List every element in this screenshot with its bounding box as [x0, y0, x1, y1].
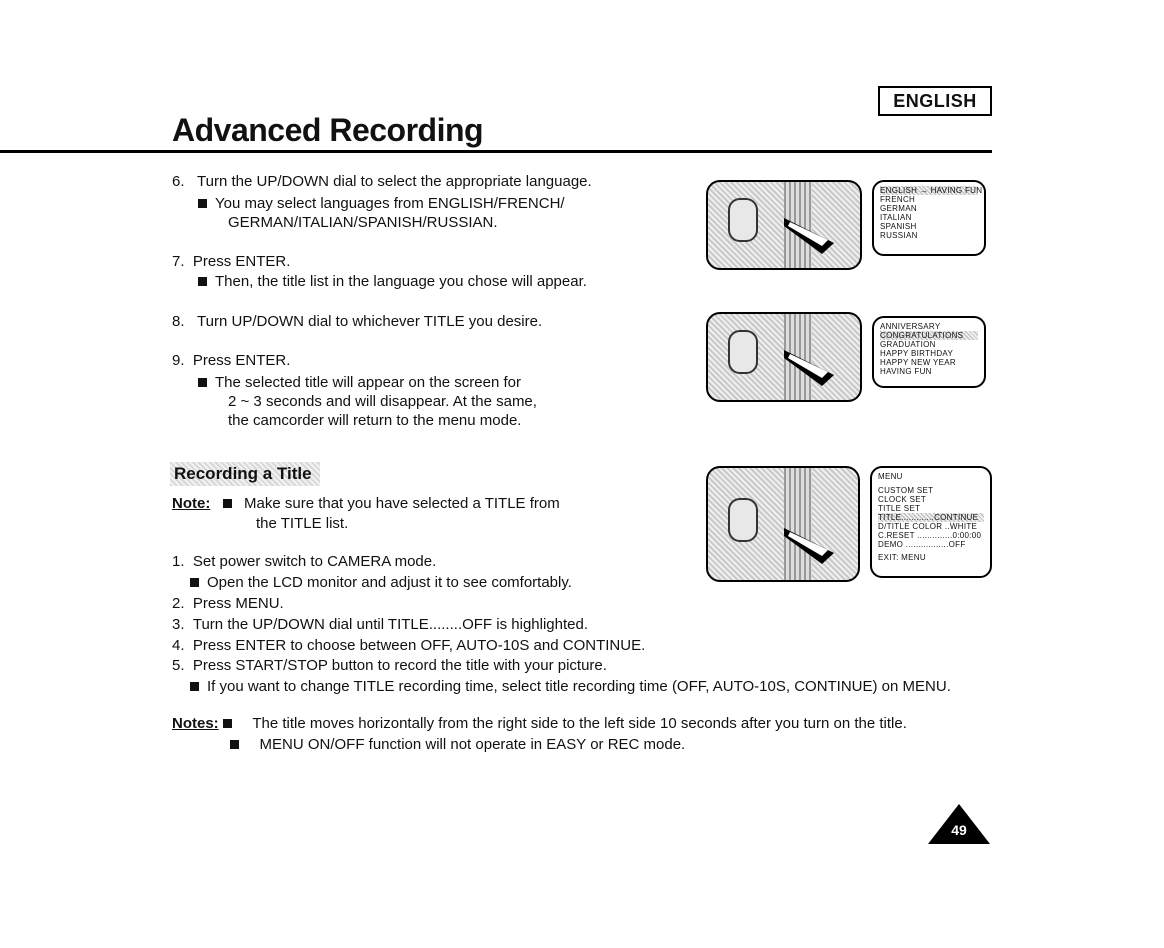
step-9-bullet: The selected title will appear on the screen for	[198, 373, 521, 392]
menu-header: MENU	[878, 472, 903, 481]
menu-item: TITLE SET	[878, 504, 921, 513]
menu-item: ITALIAN	[880, 213, 912, 222]
step-8: 8. Turn UP/DOWN dial to whichever TITLE you desire.	[172, 313, 543, 330]
menu-footer: EXIT: MENU	[878, 553, 926, 562]
menu-item: HAPPY NEW YEAR	[880, 358, 956, 367]
title-divider	[0, 150, 992, 153]
rec-step-4: 4. Press ENTER to choose between OFF, AUTO-10S and CONTINUE.	[172, 637, 646, 654]
camcorder-illustration-1	[706, 180, 862, 270]
bullet-icon	[198, 199, 207, 208]
page-title: Advanced Recording	[172, 112, 484, 148]
camcorder-illustration-2	[706, 312, 862, 402]
bullet-icon	[198, 277, 207, 286]
step-7: 7. Press ENTER.	[172, 253, 291, 270]
menu-item: RUSSIAN	[880, 231, 918, 240]
menu-item: C.RESET ..............0:00:00	[878, 531, 982, 540]
pointer-arrow-icon	[784, 528, 844, 578]
page-number: 49	[951, 822, 967, 838]
language-selected: ENGLISH → HAVING FUN	[880, 186, 983, 195]
note-cont: the TITLE list.	[256, 515, 349, 532]
title-menu	[872, 316, 986, 388]
rec-step-3: 3. Turn the UP/DOWN dial until TITLE........OFF is highlighted.	[172, 616, 588, 633]
step-9-bullet-cont1: 2 ~ 3 seconds and will disappear. At the same,	[228, 393, 537, 410]
rec-step-1: 1. Set power switch to CAMERA mode.	[172, 553, 437, 570]
bullet-icon	[190, 578, 199, 587]
page-number-badge	[928, 804, 990, 849]
menu-item: ANNIVERSARY	[880, 322, 941, 331]
menu-item: GERMAN	[880, 204, 917, 213]
step-7-bullet: Then, the title list in the language you chose will appear.	[198, 272, 587, 291]
lens-icon	[728, 330, 758, 374]
notes-1: Notes: The title moves horizontally from the right side to the left side 10 seconds after you turn on the title.	[172, 715, 907, 732]
camcorder-illustration-3	[706, 466, 860, 582]
notes-2: MENU ON/OFF function will not operate in EASY or REC mode.	[230, 735, 685, 754]
title-selected: CONGRATULATIONS	[880, 331, 978, 340]
pointer-arrow-icon	[784, 350, 844, 400]
menu-item: CUSTOM SET	[878, 486, 934, 495]
menu-item: SPANISH	[880, 222, 917, 231]
rec-step-5: 5. Press START/STOP button to record the title with your picture.	[172, 657, 607, 674]
step-9: 9. Press ENTER.	[172, 352, 291, 369]
bullet-icon	[230, 740, 239, 749]
step-6-bullet: You may select languages from ENGLISH/FRENCH/	[198, 194, 565, 213]
section-heading: Recording a Title	[170, 462, 320, 486]
language-badge: ENGLISH	[878, 86, 992, 116]
menu-item: HAVING FUN	[880, 367, 932, 376]
menu-item: FRENCH	[880, 195, 916, 204]
bullet-icon	[190, 682, 199, 691]
bullet-icon	[223, 499, 232, 508]
menu-item: CLOCK SET	[878, 495, 927, 504]
menu-item: HAPPY BIRTHDAY	[880, 349, 954, 358]
note: Note: Make sure that you have selected a TITLE from	[172, 495, 560, 512]
title-setting-selected: TITLE.............CONTINUE	[878, 513, 984, 522]
rec-step-1-bullet: Open the LCD monitor and adjust it to see comfortably.	[190, 573, 572, 592]
bullet-icon	[198, 378, 207, 387]
menu-item: GRADUATION	[880, 340, 936, 349]
bullet-icon	[223, 719, 232, 728]
rec-step-2: 2. Press MENU.	[172, 595, 284, 612]
menu-item: D/TITLE COLOR ..WHITE	[878, 522, 978, 531]
lens-icon	[728, 498, 758, 542]
step-6: 6. Turn the UP/DOWN dial to select the appropriate language.	[172, 173, 592, 190]
rec-step-5-bullet: If you want to change TITLE recording time, select title recording time (OFF, AUTO-10S, CONTINUE) on MENU.	[190, 677, 951, 696]
menu-item: DEMO .................OFF	[878, 540, 966, 549]
step-6-bullet-cont: GERMAN/ITALIAN/SPANISH/RUSSIAN.	[228, 214, 498, 231]
lens-icon	[728, 198, 758, 242]
step-9-bullet-cont2: the camcorder will return to the menu mode.	[228, 412, 522, 429]
main-menu	[870, 466, 992, 578]
pointer-arrow-icon	[784, 218, 844, 268]
language-menu	[872, 180, 986, 256]
